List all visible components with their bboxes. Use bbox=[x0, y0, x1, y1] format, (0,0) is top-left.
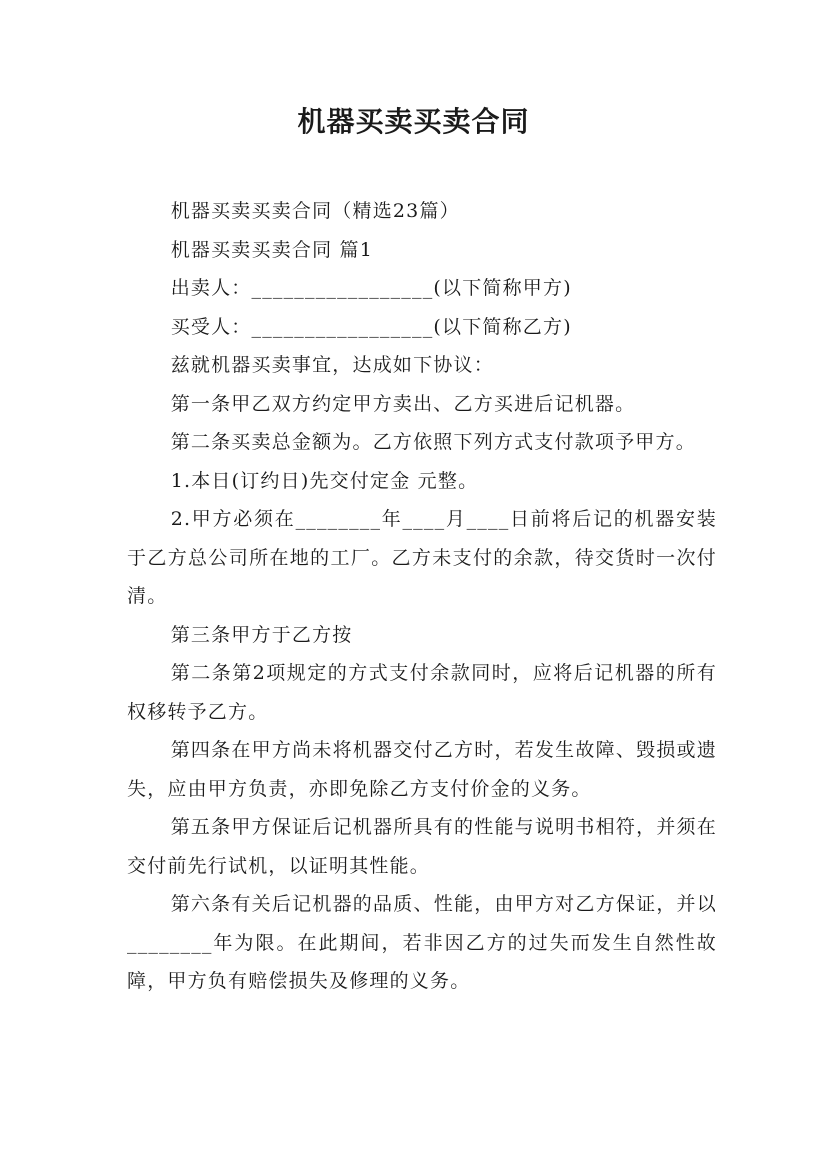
clause-5: 第五条甲方保证后记机器所具有的性能与说明书相符，并须在交付前先行试机，以证明其性能。 bbox=[127, 816, 717, 877]
clause-1: 第一条甲乙双方约定甲方卖出、乙方买进后记机器。 bbox=[170, 392, 636, 415]
clause-4: 第四条在甲方尚未将机器交付乙方时，若发生故障、毁损或遗失，应由甲方负责，亦即免除乙方支付价金的义务。 bbox=[127, 739, 717, 800]
paragraph: 兹就机器买卖事宜，达成如下协议： bbox=[170, 354, 494, 376]
seller-line: 出卖人：_________________(以下简称甲方) bbox=[170, 277, 572, 299]
document-title: 机器买卖买卖合同 bbox=[297, 105, 530, 138]
document-body bbox=[127, 192, 717, 1001]
clause-2-item-2: 2.甲方必须在________年____月____日前将后记的机器安装于乙方总公司所在地的工厂。乙方未支付的余款，待交货时一次付清。 bbox=[127, 508, 717, 607]
clause-2-item-1: 1.本日(订约日)先交付定金 元整。 bbox=[170, 469, 479, 492]
clause-3-continued: 第二条第2项规定的方式支付余款同时，应将后记机器的所有权移转予乙方。 bbox=[127, 662, 717, 723]
clause-3: 第三条甲方于乙方按 bbox=[170, 623, 353, 646]
clause-6: 第六条有关后记机器的品质、性能，由甲方对乙方保证，并以________年为限。在此期间，若非因乙方的过失而发生自然性故障，甲方负有赔偿损失及修理的义务。 bbox=[127, 893, 717, 992]
clause-2: 第二条买卖总金额为。乙方依照下列方式支付款项予甲方。 bbox=[170, 431, 696, 453]
paragraph: 机器买卖买卖合同 篇1 bbox=[170, 238, 374, 261]
paragraph: 机器买卖买卖合同（精选23篇） bbox=[170, 200, 460, 222]
buyer-line: 买受人：_________________(以下简称乙方) bbox=[170, 315, 572, 338]
